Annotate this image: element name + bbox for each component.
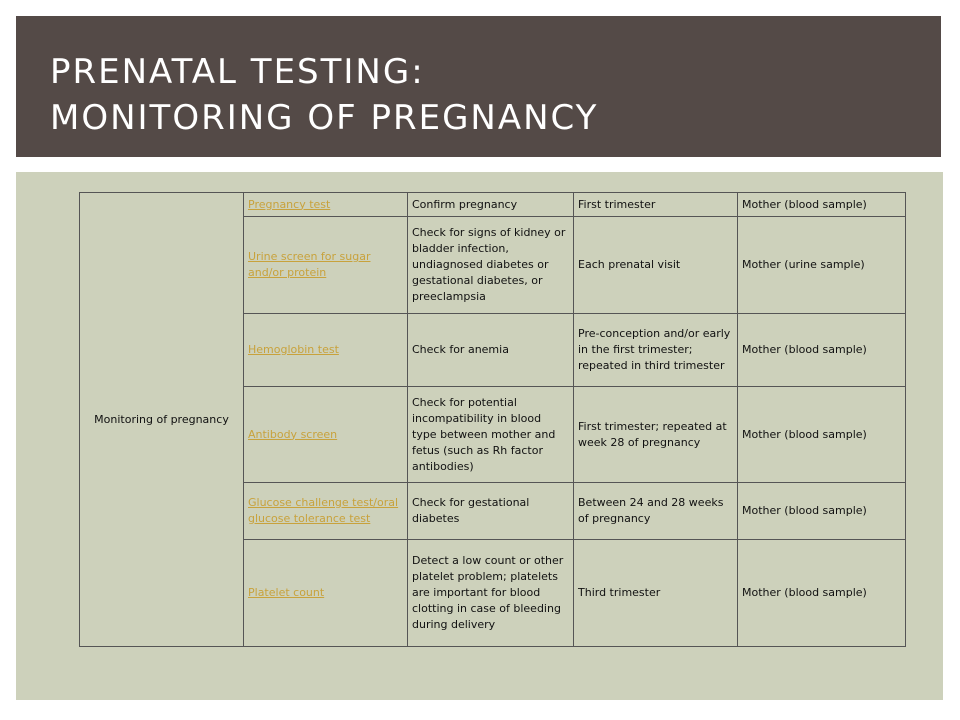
timing-cell: Pre-conception and/or early in the first trimester; repeated in third trimester bbox=[574, 314, 738, 387]
purpose-cell: Check for gestational diabetes bbox=[408, 483, 574, 540]
purpose-cell: Check for signs of kidney or bladder infection, undiagnosed diabetes or gestational diabetes, or preeclampsia bbox=[408, 217, 574, 314]
test-link-hemoglobin-test[interactable]: Hemoglobin test bbox=[248, 343, 339, 356]
slide-title bbox=[50, 49, 598, 141]
slide-title-line-2: MONITORING OF PREGNANCY bbox=[50, 98, 599, 138]
test-link-platelet-count[interactable]: Platelet count bbox=[248, 586, 325, 599]
table-row bbox=[80, 193, 906, 217]
test-cell bbox=[244, 193, 408, 217]
slide-title-line-1: PRENATAL TESTING: bbox=[50, 52, 425, 92]
purpose-cell: Check for anemia bbox=[408, 314, 574, 387]
purpose-cell: Check for potential incompatibility in blood type between mother and fetus (such as Rh factor antibodies) bbox=[408, 387, 574, 483]
sample-cell: Mother (urine sample) bbox=[738, 217, 906, 314]
test-link-urine-screen[interactable]: Urine screen for sugar and/or protein bbox=[248, 250, 371, 279]
purpose-cell: Detect a low count or other platelet problem; platelets are important for blood clotting in case of bleeding during delivery bbox=[408, 540, 574, 647]
test-cell bbox=[244, 314, 408, 387]
test-cell bbox=[244, 387, 408, 483]
purpose-cell: Confirm pregnancy bbox=[408, 193, 574, 217]
test-link-glucose-challenge[interactable]: Glucose challenge test/oral glucose tolerance test bbox=[248, 496, 399, 525]
sample-cell: Mother (blood sample) bbox=[738, 387, 906, 483]
title-banner bbox=[16, 16, 941, 157]
test-cell bbox=[244, 540, 408, 647]
sample-cell: Mother (blood sample) bbox=[738, 483, 906, 540]
timing-cell: First trimester; repeated at week 28 of pregnancy bbox=[574, 387, 738, 483]
prenatal-tests-table bbox=[79, 192, 906, 647]
timing-cell: Each prenatal visit bbox=[574, 217, 738, 314]
category-cell: Monitoring of pregnancy bbox=[80, 193, 244, 647]
test-link-pregnancy-test[interactable]: Pregnancy test bbox=[248, 197, 331, 211]
timing-cell: First trimester bbox=[574, 193, 738, 217]
sample-cell: Mother (blood sample) bbox=[738, 314, 906, 387]
timing-cell: Third trimester bbox=[574, 540, 738, 647]
sample-cell: Mother (blood sample) bbox=[738, 193, 906, 217]
sample-cell: Mother (blood sample) bbox=[738, 540, 906, 647]
test-link-antibody-screen[interactable]: Antibody screen bbox=[248, 427, 338, 441]
test-cell bbox=[244, 217, 408, 314]
timing-cell: Between 24 and 28 weeks of pregnancy bbox=[574, 483, 738, 540]
test-cell bbox=[244, 483, 408, 540]
